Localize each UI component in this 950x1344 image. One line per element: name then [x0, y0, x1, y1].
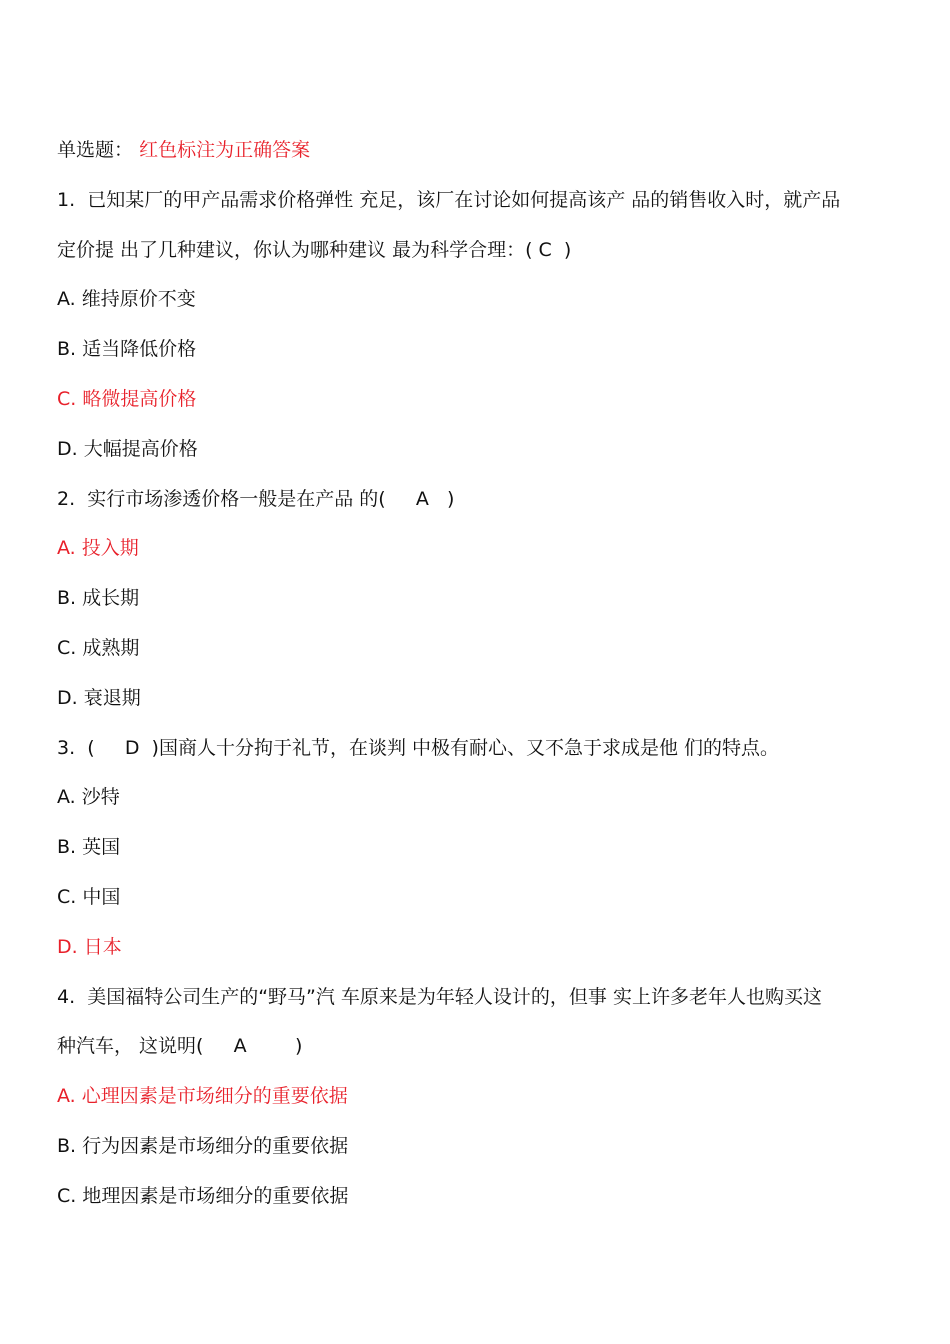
section-header: [57, 137, 310, 163]
question-1-option-a: A. 维持原价不变: [57, 288, 196, 310]
question-2-option-d: D. 衰退期: [57, 687, 141, 709]
question-4-stem-line-1: 4. 美国福特公司生产的“野马”汽 车原来是为年轻人设计的，但事 实上许多老年人也购买这: [57, 986, 822, 1008]
question-3-option-c: C. 中国: [57, 886, 121, 908]
question-1-stem-line-2: 定价提 出了几种建议，你认为哪种建议 最为科学合理：( C ): [57, 239, 572, 261]
question-2-option-c: C. 成熟期: [57, 637, 140, 659]
question-3-option-a: A. 沙特: [57, 786, 120, 808]
question-1-option-c-correct: C. 略微提高价格: [57, 388, 197, 410]
question-1-stem-line-1: 1. 已知某厂的甲产品需求价格弹性 充足，该厂在讨论如何提高该产 品的销售收入时，就产品: [57, 189, 841, 211]
answer-note: 红色标注为正确答案: [139, 139, 311, 161]
question-2-option-a-correct: A. 投入期: [57, 537, 139, 559]
question-3-option-b: B. 英国: [57, 836, 121, 858]
question-3-stem: 3. ( D )国商人十分拘于礼节，在谈判 中极有耐心、又不急于求成是他 们的特点。: [57, 737, 780, 759]
question-4-option-b: B. 行为因素是市场细分的重要依据: [57, 1135, 349, 1157]
question-1-option-d: D. 大幅提高价格: [57, 438, 198, 460]
section-label: 单选题：: [57, 139, 134, 161]
question-4-option-a-correct: A. 心理因素是市场细分的重要依据: [57, 1085, 348, 1107]
question-4-stem-line-2: 种汽车， 这说明( A ): [57, 1035, 303, 1057]
question-3-option-d-correct: D. 日本: [57, 936, 122, 958]
question-4-option-c: C. 地理因素是市场细分的重要依据: [57, 1185, 349, 1207]
question-2-option-b: B. 成长期: [57, 587, 140, 609]
question-1-option-b: B. 适当降低价格: [57, 338, 197, 360]
question-2-stem: 2. 实行市场渗透价格一般是在产品 的( A ): [57, 488, 455, 510]
